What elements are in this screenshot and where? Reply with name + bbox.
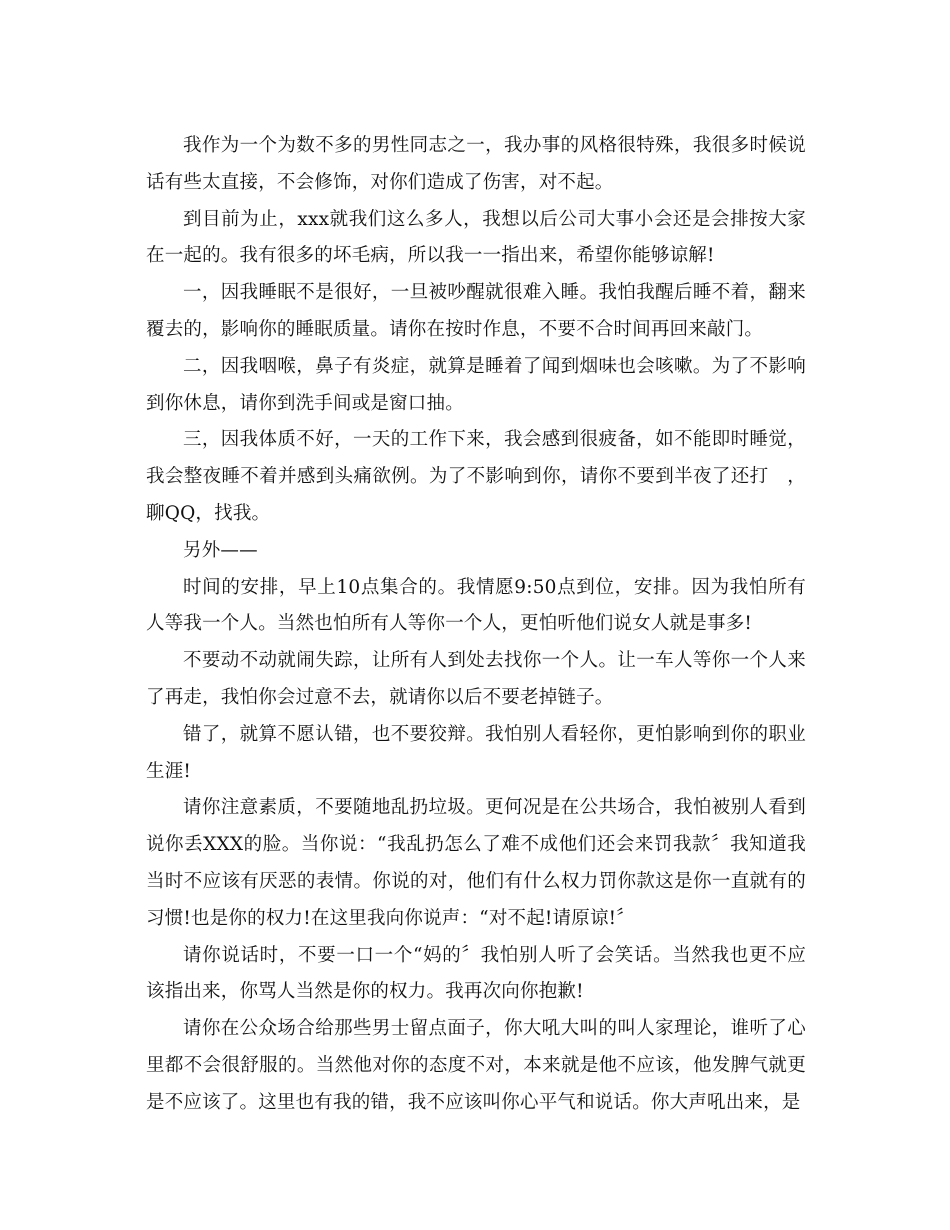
paragraph-company-team: 到目前为止，xxx就我们这么多人，我想以后公司大事小会还是会排按大家在一起的。我有很多的坏毛病，所以我一一指出来，希望你能够谅解! — [146, 208, 806, 267]
paragraph-apology-intro: 我作为一个为数不多的男性同志之一，我办事的风格很特殊，我很多时候说话有些太直接，不会修饰，对你们造成了伤害，对不起。 — [146, 135, 806, 193]
paragraph-admit-mistakes: 错了，就算不愿认错，也不要狡辩。我怕别人看轻你，更怕影响到你的职业生涯! — [146, 723, 806, 782]
paragraph-disappearing: 不要动不动就闹失踪，让所有人到处去找你一个人。让一车人等你一个人来了再走，我怕你会过意不去，就请你以后不要老掉链子。 — [146, 650, 806, 708]
document-body — [146, 128, 806, 1122]
paragraph-littering: 请你注意素质，不要随地乱扔垃圾。更何况是在公共场合，我怕被别人看到说你丢XXX的脸。当你说：“我乱扔怎么了难不成他们还会来罚我款〞我知道我当时不应该有厌恶的表情。你说的对，他们有什么权力罚你款这是你一直就有的习惯!也是你的权力!在这里我向你说声：“对不起!请原谅!〞 — [146, 797, 806, 929]
paragraph-besides-heading: 另外—— — [183, 539, 258, 561]
paragraph-item-smoke: 二，因我咽喉，鼻子有炎症，就算是睡着了闻到烟味也会咳嗽。为了不影响到你休息，请你到洗手间或是窗口抽。 — [146, 355, 806, 414]
paragraph-time-schedule: 时间的安排，早上10点集合的。我情愿9:50点到位，安排。因为我怕所有人等我一个人。当然也怕所有人等你一个人，更怕听他们说女人就是事多! — [146, 576, 806, 635]
paragraph-public-behavior: 请你在公众场合给那些男士留点面子，你大吼大叫的叫人家理论，谁听了心里都不会很舒服的。当然他对你的态度不对，本来就是他不应该，他发脾气就更是不应该了。这里也有我的错，我不应该叫你心平气和说话。你大声吼出来，是 — [146, 1018, 806, 1113]
paragraph-swearing: 请你说话时，不要一口一个“妈的〞我怕别人听了会笑话。当然我也更不应该指出来，你骂人当然是你的权力。我再次向你抱歉! — [146, 944, 806, 1003]
paragraph-item-health: 三，因我体质不好，一天的工作下来，我会感到很疲备，如不能即时睡觉，我会整夜睡不着并感到头痛欲例。为了不影响到你，请你不要到半夜了还打 ，聊QQ，找我。 — [146, 429, 806, 524]
paragraph-item-sleep: 一，因我睡眠不是很好，一旦被吵醒就很难入睡。我怕我醒后睡不着，翻来覆去的，影响你的睡眠质量。请你在按时作息，不要不合时间再回来敲门。 — [146, 282, 806, 340]
